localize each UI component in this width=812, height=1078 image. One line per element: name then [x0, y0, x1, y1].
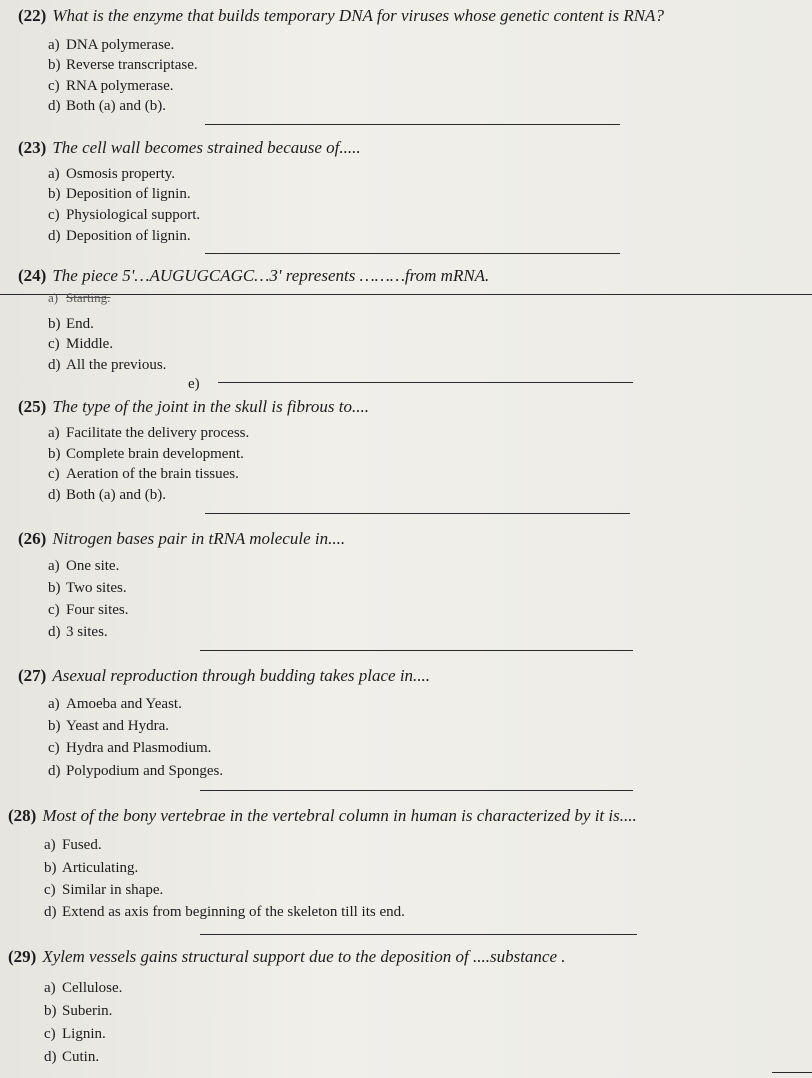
option-letter: d) — [44, 1049, 57, 1065]
option-text: Four sites. — [66, 602, 129, 618]
option-22-a[interactable] — [48, 37, 174, 54]
question-number: (26) — [18, 529, 47, 548]
option-24-b[interactable] — [48, 316, 94, 333]
crossing-line — [0, 294, 812, 295]
option-letter: c) — [44, 882, 56, 898]
option-28-a[interactable] — [44, 837, 102, 854]
option-23-c[interactable] — [48, 207, 200, 224]
question-text: Most of the bony vertebrae in the vertebral column in human is characterized by it is.... — [42, 806, 637, 825]
option-29-d[interactable] — [44, 1049, 99, 1066]
option-text: Starting. — [66, 290, 111, 305]
question-number: (24) — [18, 266, 47, 285]
option-text: Cutin. — [62, 1049, 100, 1065]
option-text: Osmosis property. — [66, 166, 176, 182]
option-29-a[interactable] — [44, 980, 122, 997]
option-letter: c) — [48, 78, 60, 94]
option-text: DNA polymerase. — [66, 37, 175, 53]
option-letter: b) — [48, 718, 61, 734]
option-letter: a) — [44, 980, 56, 996]
option-letter: e) — [188, 376, 200, 392]
option-text: Amoeba and Yeast. — [66, 696, 182, 712]
option-letter: d) — [44, 904, 57, 920]
option-letter: c) — [48, 740, 60, 756]
option-24-d[interactable] — [48, 357, 166, 374]
option-28-c[interactable] — [44, 882, 163, 899]
option-28-d[interactable] — [44, 904, 405, 921]
option-text: Cellulose. — [62, 980, 123, 996]
option-25-b[interactable] — [48, 446, 244, 463]
option-letter: b) — [48, 57, 61, 73]
question-text: Xylem vessels gains structural support due to the deposition of ....substance . — [42, 947, 566, 966]
option-24-c[interactable] — [48, 336, 113, 353]
option-letter: c) — [44, 1026, 56, 1042]
question-26 — [18, 529, 345, 549]
question-25 — [18, 397, 369, 417]
separator-line — [205, 513, 630, 514]
question-text: Asexual reproduction through budding takes place in.... — [52, 666, 431, 685]
option-text: Extend as axis from beginning of the skeleton till its end. — [62, 904, 405, 920]
option-28-b[interactable] — [44, 860, 138, 877]
separator-line — [200, 790, 633, 791]
option-text: Reverse transcriptase. — [66, 57, 198, 73]
option-text: Articulating. — [62, 860, 139, 876]
option-text: Deposition of lignin. — [66, 228, 191, 244]
option-29-b[interactable] — [44, 1003, 112, 1020]
option-letter: a) — [44, 837, 56, 853]
option-letter: d) — [48, 624, 61, 640]
question-24 — [18, 266, 489, 286]
option-22-c[interactable] — [48, 78, 173, 95]
option-text: Facilitate the delivery process. — [66, 425, 250, 441]
option-letter: c) — [48, 336, 60, 352]
option-text: Fused. — [62, 837, 102, 853]
question-text: What is the enzyme that builds temporary DNA for viruses whose genetic content is RNA? — [52, 6, 664, 25]
option-text: 3 sites. — [66, 624, 108, 640]
option-25-c[interactable] — [48, 466, 239, 483]
option-26-b[interactable] — [48, 580, 127, 597]
option-29-c[interactable] — [44, 1026, 106, 1043]
option-text: Lignin. — [62, 1026, 106, 1042]
question-number: (28) — [8, 806, 37, 825]
option-26-d[interactable] — [48, 624, 108, 641]
option-letter: a) — [48, 290, 59, 305]
option-letter: b) — [44, 860, 57, 876]
option-23-a[interactable] — [48, 166, 175, 183]
option-text: Both (a) and (b). — [66, 487, 166, 503]
question-number: (25) — [18, 397, 47, 416]
option-letter: d) — [48, 357, 61, 373]
option-letter: a) — [48, 166, 60, 182]
option-letter: b) — [48, 186, 61, 202]
question-text: The cell wall becomes strained because of..... — [52, 138, 361, 157]
question-text: Nitrogen bases pair in tRNA molecule in.... — [52, 529, 346, 548]
question-text: The type of the joint in the skull is fibrous to.... — [52, 397, 370, 416]
option-letter: b) — [48, 580, 61, 596]
option-text: Yeast and Hydra. — [66, 718, 170, 734]
option-letter: b) — [48, 316, 61, 332]
option-letter: d) — [48, 228, 61, 244]
question-22 — [18, 6, 664, 26]
option-letter: b) — [44, 1003, 57, 1019]
option-24-e[interactable] — [188, 376, 206, 393]
option-26-a[interactable] — [48, 558, 119, 575]
question-29 — [8, 947, 566, 967]
option-text: Aeration of the brain tissues. — [66, 466, 239, 482]
separator-line — [772, 1072, 812, 1073]
option-text: One site. — [66, 558, 120, 574]
separator-line — [205, 253, 620, 254]
option-text: Two sites. — [66, 580, 127, 596]
question-number: (23) — [18, 138, 47, 157]
option-letter: b) — [48, 446, 61, 462]
option-text: All the previous. — [66, 357, 167, 373]
separator-line — [200, 650, 633, 651]
option-letter: a) — [48, 558, 60, 574]
option-23-d[interactable] — [48, 228, 191, 245]
option-text: Both (a) and (b). — [66, 98, 166, 114]
option-letter: a) — [48, 425, 60, 441]
option-letter: d) — [48, 763, 61, 779]
option-text: Complete brain development. — [66, 446, 244, 462]
question-number: (29) — [8, 947, 37, 966]
option-27-b[interactable] — [48, 718, 169, 735]
option-text: Suberin. — [62, 1003, 113, 1019]
option-27-d[interactable] — [48, 763, 223, 780]
option-27-c[interactable] — [48, 740, 211, 757]
option-text: Deposition of lignin. — [66, 186, 191, 202]
question-number: (22) — [18, 6, 47, 25]
option-letter: a) — [48, 37, 60, 53]
option-letter: c) — [48, 602, 60, 618]
question-number: (27) — [18, 666, 47, 685]
option-24-a[interactable] — [48, 290, 110, 306]
option-text: Physiological support. — [66, 207, 201, 223]
option-22-d[interactable] — [48, 98, 166, 115]
question-27 — [18, 666, 430, 686]
option-text: End. — [66, 316, 94, 332]
option-letter: c) — [48, 466, 60, 482]
option-26-c[interactable] — [48, 602, 129, 619]
option-letter: d) — [48, 98, 61, 114]
question-23 — [18, 138, 361, 158]
question-28 — [8, 806, 637, 826]
option-text: RNA polymerase. — [66, 78, 174, 94]
option-23-b[interactable] — [48, 186, 191, 203]
question-text: The piece 5'…AUGUGCAGC…3' represents ………from mRNA. — [52, 266, 490, 285]
option-text: Similar in shape. — [62, 882, 164, 898]
option-25-a[interactable] — [48, 425, 249, 442]
option-text: Middle. — [66, 336, 114, 352]
option-letter: c) — [48, 207, 60, 223]
option-25-d[interactable] — [48, 487, 166, 504]
option-letter: a) — [48, 696, 60, 712]
option-22-b[interactable] — [48, 57, 198, 74]
option-letter: d) — [48, 487, 61, 503]
option-text: Hydra and Plasmodium. — [66, 740, 212, 756]
option-27-a[interactable] — [48, 696, 182, 713]
separator-line — [200, 934, 637, 935]
separator-line — [218, 382, 633, 383]
option-text: Polypodium and Sponges. — [66, 763, 224, 779]
separator-line — [205, 124, 620, 125]
